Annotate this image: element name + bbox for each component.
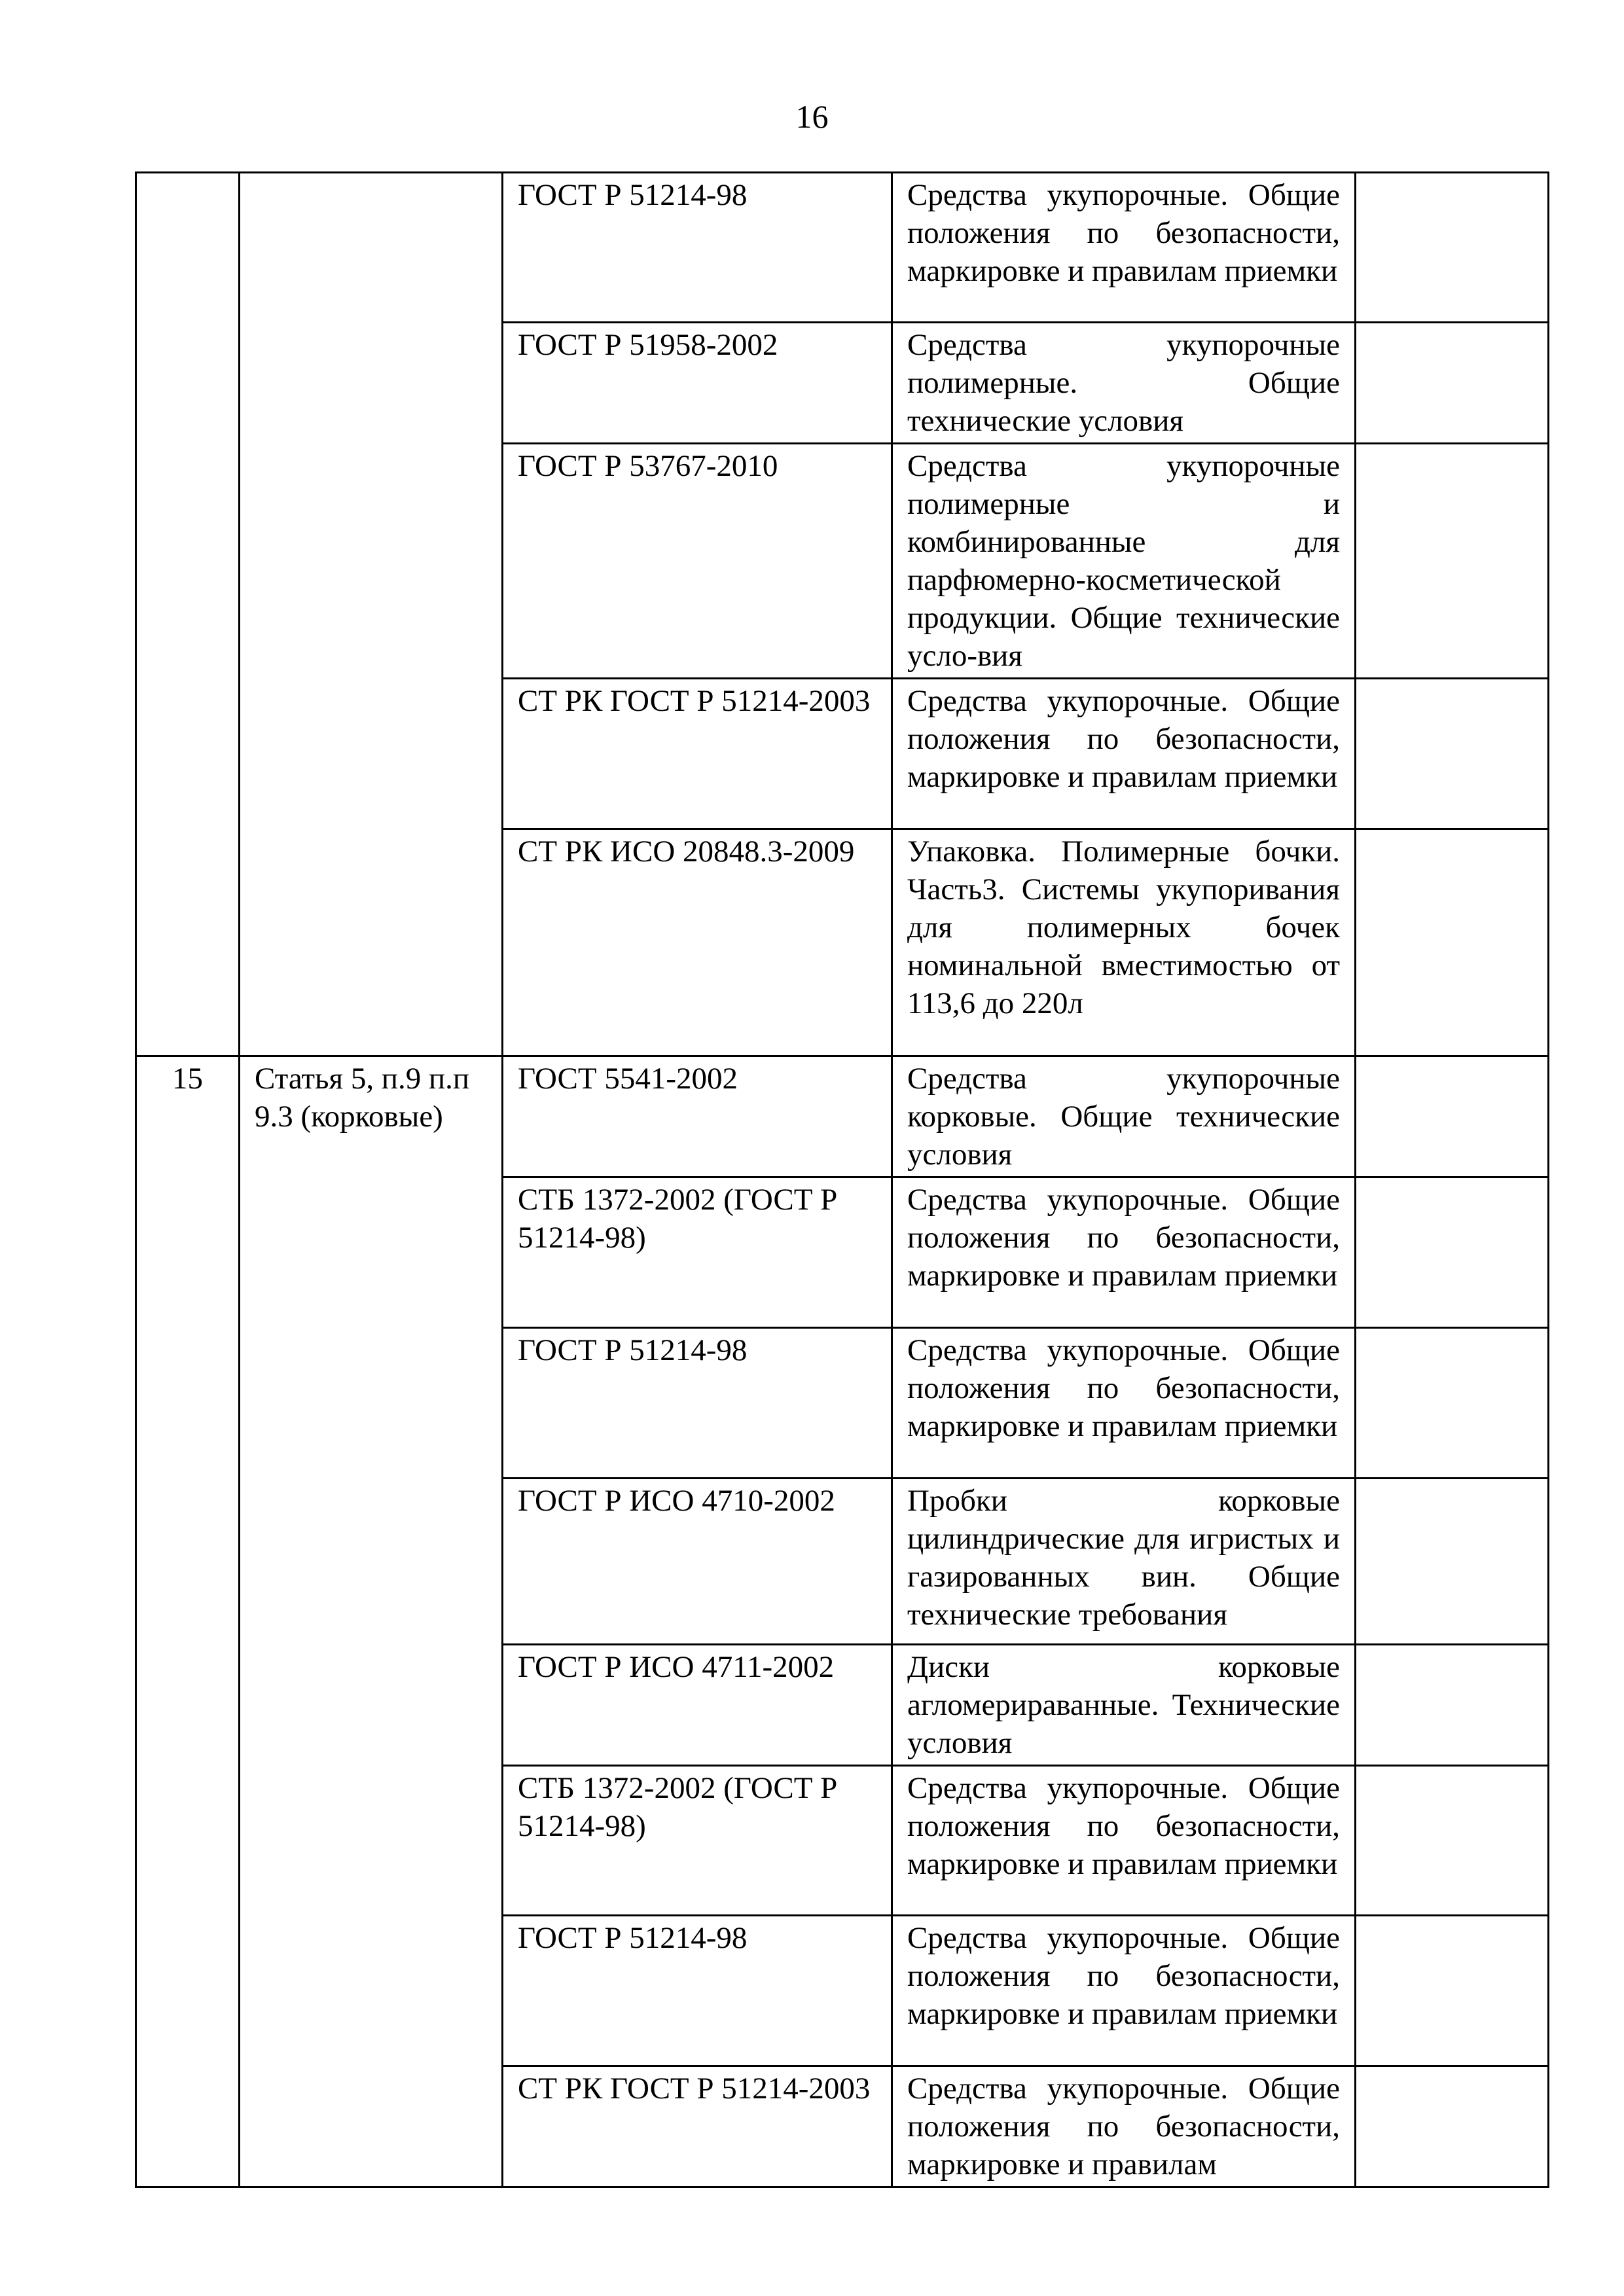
standard-code-cell: СТБ 1372-2002 (ГОСТ Р 51214-98) — [503, 1766, 892, 1916]
page-number: 16 — [795, 98, 829, 135]
table-row — [136, 1056, 1549, 1177]
standard-title-cell: Средства укупорочные. Общие положения по безопасности, маркировке и правилам приемки — [892, 1328, 1356, 1479]
note-cell — [1356, 1328, 1549, 1479]
note-cell — [1356, 444, 1549, 679]
standard-title-cell: Диски корковые агломерираванные. Технические условия — [892, 1645, 1356, 1766]
table-row — [136, 173, 1549, 323]
standard-title-cell: Пробки корковые цилиндрические для игристых и газированных вин. Общие технические требования — [892, 1479, 1356, 1645]
note-cell — [1356, 173, 1549, 323]
standard-code-cell: ГОСТ Р ИСО 4711-2002 — [503, 1645, 892, 1766]
note-cell — [1356, 1479, 1549, 1645]
standard-title-cell: Средства укупорочные. Общие положения по безопасности, маркировке и правилам приемки — [892, 679, 1356, 829]
note-cell — [1356, 1645, 1549, 1766]
note-cell — [1356, 829, 1549, 1056]
standard-code-cell: ГОСТ Р 51214-98 — [503, 1916, 892, 2066]
standard-code-cell: ГОСТ 5541-2002 — [503, 1056, 892, 1177]
standard-title-cell: Средства укупорочные корковые. Общие технические условия — [892, 1056, 1356, 1177]
standards-table — [135, 171, 1549, 2188]
standard-title-cell: Средства укупорочные. Общие положения по безопасности, маркировке и правилам приемки — [892, 173, 1356, 323]
note-cell — [1356, 2066, 1549, 2187]
standard-code-cell: ГОСТ Р 51214-98 — [503, 1328, 892, 1479]
standard-code-cell: СТ РК ГОСТ Р 51214-2003 — [503, 2066, 892, 2187]
standard-title-cell: Средства укупорочные. Общие положения по безопасности, маркировке и правилам приемки — [892, 1916, 1356, 2066]
standard-code-cell: СТ РК ИСО 20848.3-2009 — [503, 829, 892, 1056]
article-cell: Статья 5, п.9 п.п 9.3 (корковые) — [240, 1056, 503, 2187]
standard-code-cell: ГОСТ Р 51214-98 — [503, 173, 892, 323]
item-number-cell: 15 — [136, 1056, 240, 2187]
standard-code-cell: СТБ 1372-2002 (ГОСТ Р 51214-98) — [503, 1177, 892, 1328]
standard-title-cell: Упаковка. Полимерные бочки. Часть3. Системы укупоривания для полимерных бочек номинальной вместимостью от 113,6 до 220л — [892, 829, 1356, 1056]
standard-code-cell: СТ РК ГОСТ Р 51214-2003 — [503, 679, 892, 829]
note-cell — [1356, 323, 1549, 444]
note-cell — [1356, 1056, 1549, 1177]
note-cell — [1356, 1177, 1549, 1328]
standard-code-cell: ГОСТ Р 53767-2010 — [503, 444, 892, 679]
note-cell — [1356, 679, 1549, 829]
standard-code-cell: ГОСТ Р 51958-2002 — [503, 323, 892, 444]
article-cell — [240, 173, 503, 1056]
standard-title-cell: Средства укупорочные полимерные и комбинированные для парфюмерно-косметической продукции. Общие технические усло-вия — [892, 444, 1356, 679]
standard-title-cell: Средства укупорочные. Общие положения по безопасности, маркировке и правилам приемки — [892, 1766, 1356, 1916]
note-cell — [1356, 1916, 1549, 2066]
standard-title-cell: Средства укупорочные полимерные. Общие технические условия — [892, 323, 1356, 444]
item-number-cell — [136, 173, 240, 1056]
standard-title-cell: Средства укупорочные. Общие положения по безопасности, маркировке и правилам — [892, 2066, 1356, 2187]
note-cell — [1356, 1766, 1549, 1916]
standard-title-cell: Средства укупорочные. Общие положения по безопасности, маркировке и правилам приемки — [892, 1177, 1356, 1328]
standard-code-cell: ГОСТ Р ИСО 4710-2002 — [503, 1479, 892, 1645]
